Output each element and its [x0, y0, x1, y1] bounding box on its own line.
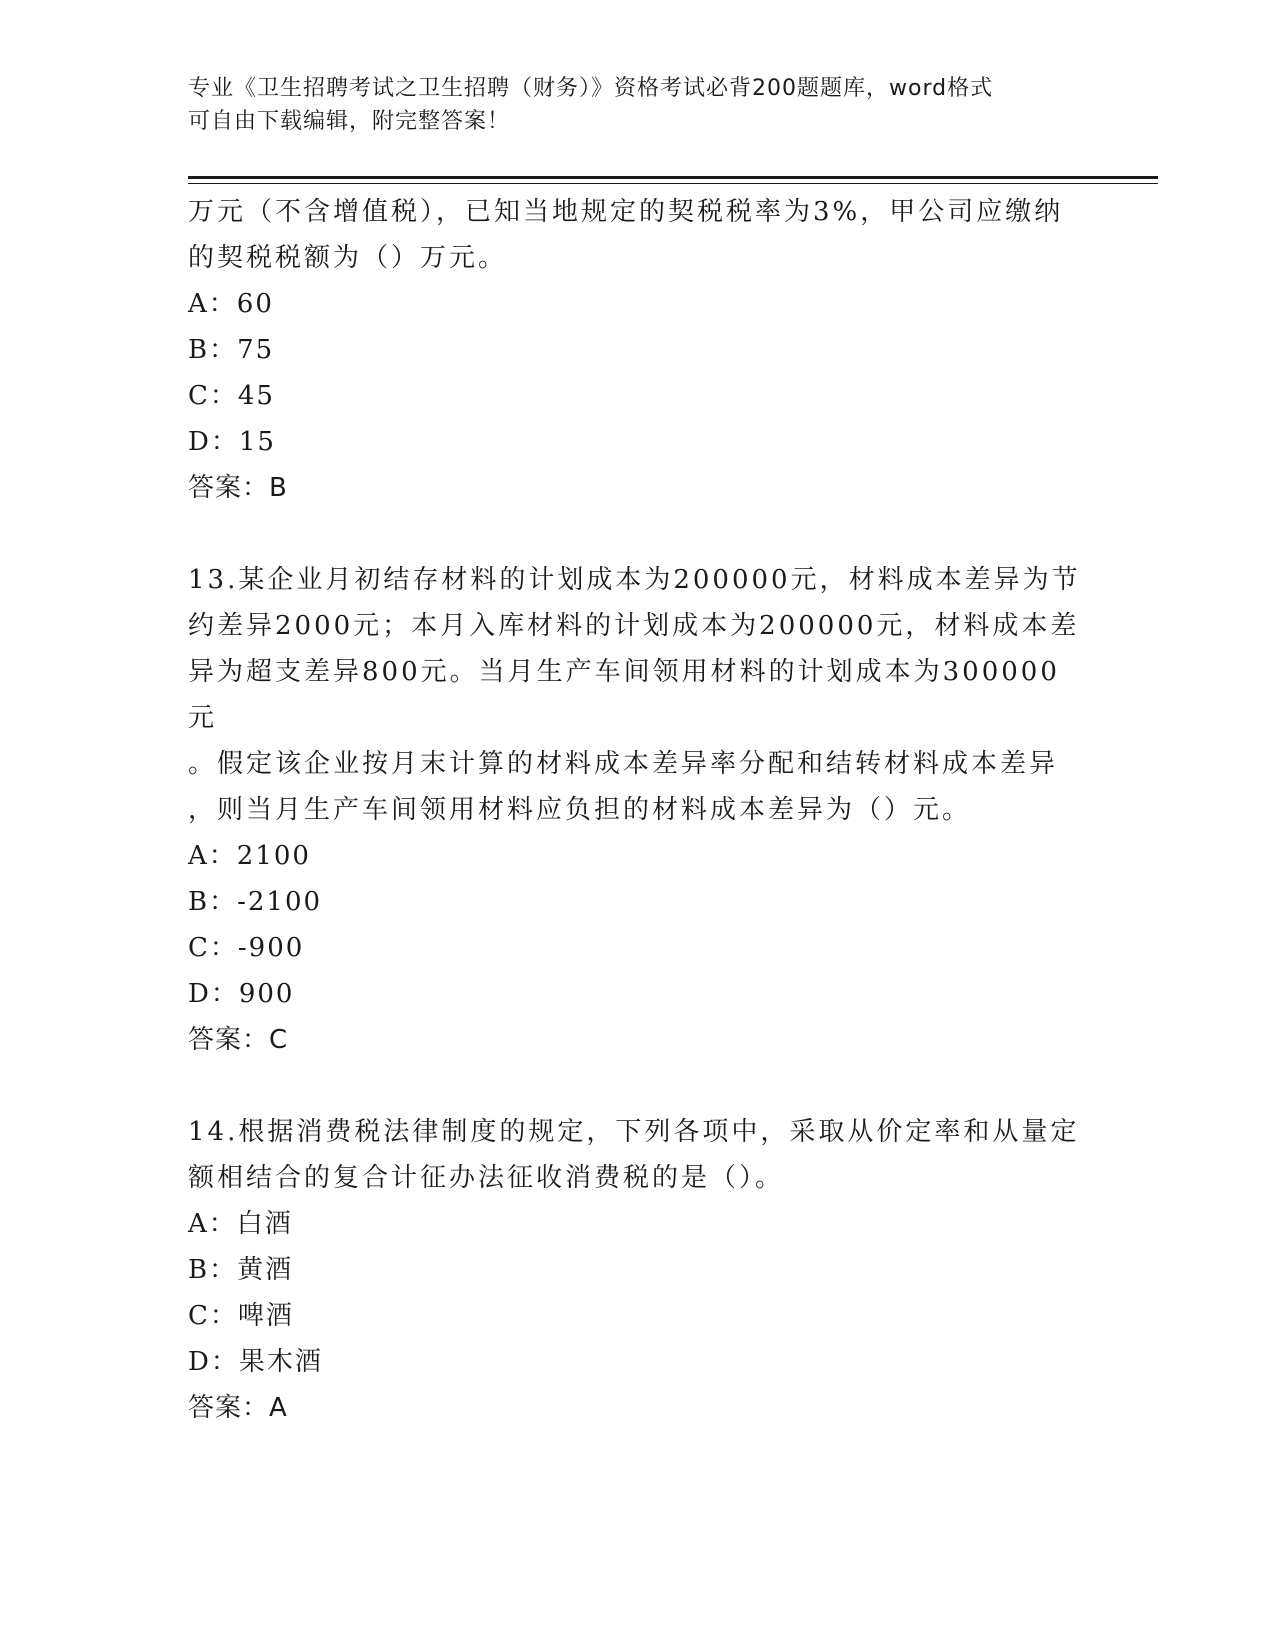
question-12: [188, 189, 1088, 511]
spacer: [188, 511, 1088, 557]
option-a: A：60: [188, 289, 274, 319]
header-rule-thick: [188, 176, 1158, 179]
option-c: C：啤酒: [188, 1301, 294, 1331]
document-header: [188, 72, 1068, 138]
header-line-1: 专业《卫生招聘考试之卫生招聘（财务）》资格考试必背200题题库，word格式: [188, 76, 994, 101]
option-a: A：2100: [188, 841, 311, 871]
question-14: [188, 1109, 1088, 1431]
option-b: B：75: [188, 335, 275, 365]
question-content: [188, 189, 1088, 1431]
header-line-2: 可自由下载编辑，附完整答案！: [188, 109, 511, 134]
answer: 答案：A: [188, 1393, 288, 1423]
question-text-line: ，则当月生产车间领用材料应负担的材料成本差异为（）元。: [188, 795, 972, 825]
question-text-line: 。假定该企业按月末计算的材料成本差异率分配和结转材料成本差异: [188, 749, 1059, 779]
question-text-line: 13.某企业月初结存材料的计划成本为200000元，材料成本差异为节: [188, 565, 1081, 595]
option-c: C：-900: [188, 933, 305, 963]
option-d: D：果木酒: [188, 1347, 323, 1377]
option-c: C：45: [188, 381, 275, 411]
option-a: A：白酒: [188, 1209, 293, 1239]
option-b: B：黄酒: [188, 1255, 294, 1285]
answer: 答案：C: [188, 1025, 289, 1055]
option-b: B：-2100: [188, 887, 323, 917]
question-text-line: 约差异2000元；本月入库材料的计划成本为200000元，材料成本差: [188, 611, 1080, 641]
option-d: D：15: [188, 427, 276, 457]
option-d: D：900: [188, 979, 295, 1009]
question-text-line: 14.根据消费税法律制度的规定，下列各项中，采取从价定率和从量定: [188, 1117, 1080, 1147]
question-text-line: 额相结合的复合计征办法征收消费税的是（）。: [188, 1163, 785, 1193]
answer: 答案：B: [188, 473, 288, 503]
header-rule-thin: [188, 183, 1158, 184]
question-13: [188, 557, 1088, 1063]
question-text-line: 的契税税额为（）万元。: [188, 243, 508, 273]
question-text-line: 异为超支差异800元。当月生产车间领用材料的计划成本为300000元: [188, 657, 1060, 733]
spacer: [188, 1063, 1088, 1109]
question-text-line: 万元（不含增值税），已知当地规定的契税税率为3%，甲公司应缴纳: [188, 197, 1064, 227]
